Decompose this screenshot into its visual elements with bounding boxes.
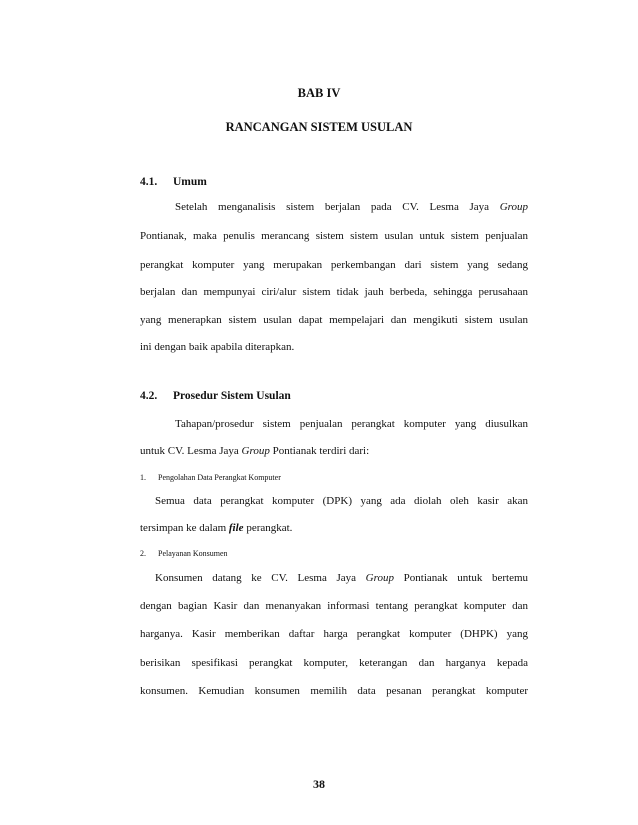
text-span: Setelah menganalisis sistem berjalan pada CV. Lesma Jaya <box>175 201 490 213</box>
paragraph-line: yang menerapkan sistem usulan dapat mempelajari dan mengikuti sistem usulan <box>140 314 528 326</box>
paragraph-line: Tahapan/prosedur sistem penjualan perangkat komputer yang diusulkan <box>175 418 528 430</box>
section-1-number: 4.1. <box>140 176 158 188</box>
paragraph-line: perangkat komputer yang merupakan perkembangan dari sistem yang sedang <box>140 259 528 271</box>
italic-term: file <box>228 522 244 534</box>
section-2-title: Prosedur Sistem Usulan <box>173 390 291 402</box>
text-span: Pontianak terdiri dari: <box>272 445 370 457</box>
section-2-number: 4.2. <box>140 390 158 402</box>
paragraph-line: berjalan dan mempunyai ciri/alur sistem tidak jauh berbeda, sehingga perusahaan <box>140 286 528 298</box>
paragraph-line <box>155 571 528 585</box>
text-span: Konsumen datang ke CV. Lesma Jaya <box>155 572 357 584</box>
paragraph-line: harganya. Kasir memberikan daftar harga perangkat komputer (DHPK) yang <box>140 628 528 640</box>
text-span: perangkat. <box>246 522 293 534</box>
italic-term: Group <box>241 445 270 457</box>
paragraph-line: berisikan spesifikasi perangkat komputer, keterangan dan harganya kepada <box>140 657 528 669</box>
paragraph-line: Pontianak, maka penulis merancang sistem sistem usulan untuk sistem penjualan <box>140 230 528 242</box>
list-label: Pelayanan Konsumen <box>158 549 228 558</box>
paragraph-line <box>140 521 528 535</box>
paragraph-line: Semua data perangkat komputer (DPK) yang ada diolah oleh kasir akan <box>155 495 528 507</box>
text-span: Pontianak untuk bertemu <box>403 572 529 584</box>
text-span: untuk CV. Lesma Jaya <box>140 445 239 457</box>
paragraph-line <box>175 200 528 214</box>
page-number: 38 <box>313 777 325 791</box>
list-number: 2. <box>140 549 146 558</box>
list-number: 1. <box>140 473 146 482</box>
paragraph-line: konsumen. Kemudian konsumen memilih data pesanan perangkat komputer <box>140 685 528 697</box>
italic-term: Group <box>365 572 394 584</box>
list-label: Pengolahan Data Perangkat Komputer <box>158 473 281 482</box>
list-item-2-heading <box>140 549 228 558</box>
chapter-heading: BAB IV <box>297 86 341 100</box>
paragraph-line: ini dengan baik apabila diterapkan. <box>140 341 295 353</box>
text-span: tersimpan ke dalam <box>140 522 227 534</box>
list-item-1-heading <box>140 473 281 482</box>
chapter-title: RANCANGAN SISTEM USULAN <box>225 120 413 134</box>
paragraph-line: dengan bagian Kasir dan menanyakan informasi tentang perangkat komputer dan <box>140 600 528 612</box>
section-1-title: Umum <box>173 176 207 188</box>
paragraph-line <box>140 444 528 458</box>
italic-term: Group <box>499 201 529 213</box>
